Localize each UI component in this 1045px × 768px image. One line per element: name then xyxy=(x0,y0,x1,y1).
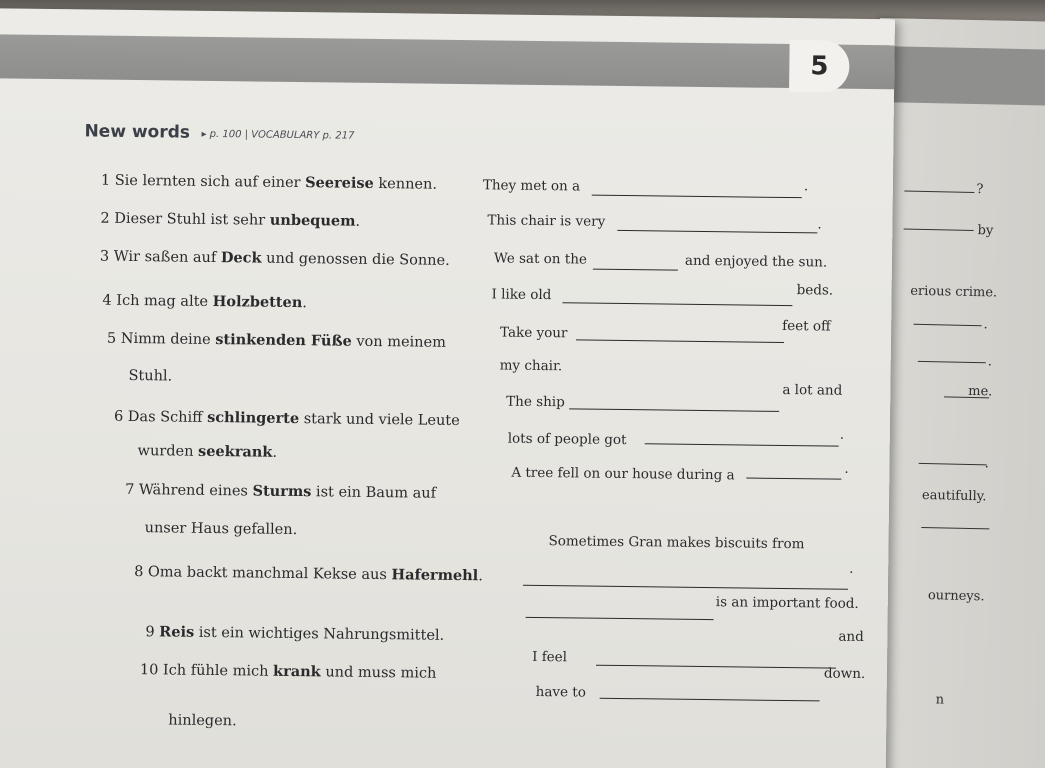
exercise-1-end: . xyxy=(803,178,809,195)
exercise-6-blank-2[interactable] xyxy=(645,443,839,446)
right-page-text: . xyxy=(984,456,989,472)
exercise-6-english: The ship xyxy=(506,393,565,411)
exercise-3-blank[interactable] xyxy=(593,269,678,271)
exercise-7-end: . xyxy=(844,460,849,477)
right-page-blank xyxy=(918,361,986,363)
exercise-3-end: and enjoyed the sun. xyxy=(684,252,828,271)
exercise-5-end: my chair. xyxy=(499,357,563,375)
exercise-8-end: . xyxy=(849,560,854,577)
exercise-2-german: 2 Dieser Stuhl ist sehr unbequem. xyxy=(100,210,361,230)
exercise-4-english: I like old xyxy=(491,286,552,304)
exercise-9-english: is an important food. xyxy=(715,594,859,612)
exercise-4-blank[interactable] xyxy=(562,302,792,306)
right-page-text: erious crime. xyxy=(910,283,998,301)
exercise-2-english: This chair is very xyxy=(487,212,606,230)
exercise-10-mid: and xyxy=(838,628,864,645)
exercise-10-german-cont: hinlegen. xyxy=(168,712,237,730)
exercise-6-end: . xyxy=(839,426,845,443)
right-page-header-band xyxy=(878,46,1045,106)
exercise-6-blank[interactable] xyxy=(569,408,779,412)
page-reference: ▸ p. 100 | VOCABULARY p. 217 xyxy=(201,128,355,142)
header-band xyxy=(0,34,895,89)
exercise-9-blank[interactable] xyxy=(526,617,714,620)
exercise-4-end: beds. xyxy=(796,282,834,299)
exercise-2-end: . xyxy=(817,216,822,233)
right-page-blank xyxy=(921,527,989,529)
exercise-6-mid: a lot and xyxy=(782,381,843,399)
exercise-5-german: 5 Nimm deine stinkenden Füße von meinem xyxy=(106,330,446,351)
exercise-1-english: They met on a xyxy=(482,177,581,195)
right-page-blank xyxy=(904,229,974,231)
exercise-4-german: 4 Ich mag alte Holzbetten. xyxy=(102,292,308,312)
right-page-text: . xyxy=(987,354,993,370)
right-page-blank xyxy=(919,463,987,465)
exercise-10-english: I feel xyxy=(532,648,568,666)
worksheet-page xyxy=(0,8,895,768)
exercise-1-blank[interactable] xyxy=(592,195,802,199)
exercise-7-blank[interactable] xyxy=(746,478,841,480)
exercise-10-blank[interactable] xyxy=(596,665,836,669)
exercise-7-english: A tree fell on our house during a xyxy=(511,464,735,484)
exercise-5-german-cont: Stuhl. xyxy=(128,367,173,385)
exercise-5-blank[interactable] xyxy=(576,339,784,343)
exercise-10-german: 10 Ich fühle mich krank und muss mich xyxy=(139,662,437,682)
exercise-7-german: 7 Während eines Sturms ist ein Baum auf xyxy=(125,481,437,502)
right-page-blank xyxy=(914,324,982,326)
exercise-3-german: 3 Wir saßen auf Deck und genossen die Sonne. xyxy=(99,248,450,269)
exercise-9-german: 9 Reis ist ein wichtiges Nahrungsmittel. xyxy=(145,623,445,644)
page-number: 5 xyxy=(789,40,850,93)
exercise-8-german: 8 Oma backt manchmal Kekse aus Hafermehl. xyxy=(134,564,483,585)
exercise-10-blank-2[interactable] xyxy=(600,698,820,702)
right-page-text: . xyxy=(983,317,988,333)
exercise-8-blank[interactable] xyxy=(523,585,848,590)
exercise-7-german-cont: unser Haus gefallen. xyxy=(144,520,298,539)
right-page-text: me. xyxy=(968,383,993,400)
exercise-6-german: 6 Das Schiff schlingerte stark und viele Leute xyxy=(113,408,460,430)
right-page-text: n xyxy=(935,692,945,708)
section-heading: New words xyxy=(84,121,191,143)
exercise-5-english: Take your xyxy=(499,324,568,342)
right-page-text: by xyxy=(977,223,994,239)
right-page-text: eautifully. xyxy=(921,487,987,505)
exercise-6-german-cont: wurden seekrank. xyxy=(137,442,278,461)
exercise-1-german: 1 Sie lernten sich auf einer Seereise kennen. xyxy=(100,172,438,193)
exercise-3-english: We sat on the xyxy=(493,250,588,268)
exercise-8-english: Sometimes Gran makes biscuits from xyxy=(548,533,805,553)
right-page-text: ourneys. xyxy=(927,588,985,605)
exercise-10-cont: have to xyxy=(535,683,586,701)
right-page-text: ? xyxy=(976,182,984,198)
exercise-5-mid: feet off xyxy=(782,317,831,335)
right-page-blank xyxy=(904,191,974,193)
exercise-6-cont: lots of people got xyxy=(507,430,627,449)
exercise-2-blank[interactable] xyxy=(617,230,817,233)
exercise-10-end: down. xyxy=(823,665,866,682)
